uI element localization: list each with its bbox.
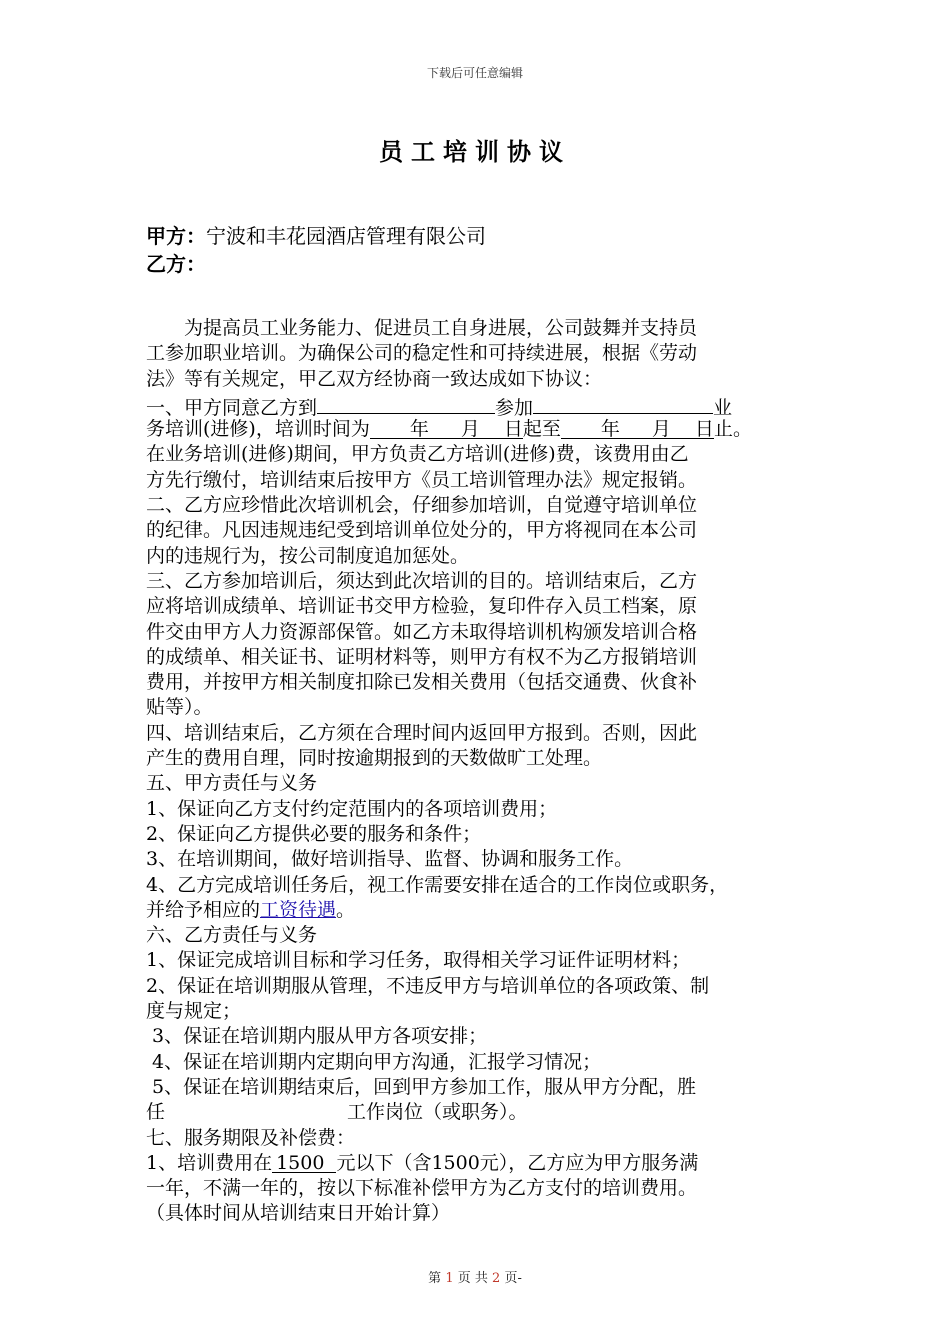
list-item: 4、乙方完成培训任务后，视工作需要安排在适合的工作岗位或职务， [146,873,729,896]
paragraph-line: 贴等）。 [146,696,213,719]
agreement-body [146,316,816,1227]
text-span: 一、甲方同意乙方到 [146,396,318,419]
footer-text: 第 [428,1271,442,1286]
training-location-blank[interactable] [317,392,495,414]
paragraph-line: 一年，不满一年的，按以下标准补偿甲方为乙方支付的培训费用。 [146,1177,698,1200]
clause-1-line [146,392,816,417]
party-a [146,220,486,249]
list-item: 5、保证在培训期结束后，回到甲方参加工作，服从甲方分配，胜 [146,1075,697,1098]
document-title: 员工培训协议 [379,137,571,166]
paragraph-line: （具体时间从培训结束日开始计算） [146,1202,451,1225]
list-item [146,1151,816,1176]
text-span: 起至 [522,418,561,441]
paragraph-line: 应将培训成绩单、培训证书交甲方检验，复印件存入员工档案，原 [146,595,698,618]
paragraph-line: 在业务培训(进修)期间，甲方负责乙方培训(进修)费，该费用由乙 [146,443,689,466]
paragraph-line: 内的违规行为，按公司制度追加惩处。 [146,544,470,567]
start-date-blank[interactable] [370,417,523,439]
text-span: 工作岗位（或职务）。 [347,1101,528,1124]
text-span: 务培训(进修)，培训时间为 [146,418,370,441]
paragraph-line: 的纪律。凡因违规违纪受到培训单位处分的，甲方将视同在本公司 [146,519,698,542]
paragraph-line: 四、培训结束后，乙方须在合理时间内返回甲方报到。否则，因此 [146,721,698,744]
list-item-continuation [146,1100,816,1125]
text-span: 1、培训费用在 [146,1151,273,1174]
training-period-line [146,417,816,442]
paragraph-line: 件交由甲方人力资源部保管。如乙方未取得培训机构颁发培训合格 [146,620,698,643]
section-heading: 六、乙方责任与义务 [146,924,318,947]
list-item: 3、保证在培训期内服从甲方各项安排； [146,1025,488,1048]
total-page-number: 2 [492,1271,501,1286]
paragraph-line: 法》等有关规定，甲乙双方经协商一致达成如下协议： [146,367,603,390]
salary-link[interactable]: 工资待遇 [260,898,337,921]
text-span: 参加 [495,396,534,419]
page-header: 下载后可任意编辑 [426,66,523,80]
party-b-label: 乙方： [146,252,206,276]
section-heading: 五、甲方责任与义务 [146,772,318,795]
text-span: 并给予相应的 [146,898,261,921]
text-span: 业 [713,396,733,419]
footer-text: 页 共 [457,1271,488,1286]
list-item: 3、在培训期间，做好培训指导、监督、协调和服务工作。 [146,848,634,871]
date-unit: 年 [600,418,620,441]
training-program-blank[interactable] [533,392,713,414]
list-item: 2、保证向乙方提供必要的服务和条件； [146,822,482,845]
section-heading: 七、服务期限及补偿费： [146,1126,356,1149]
paragraph-line: 二、乙方应珍惜此次培训机会，仔细参加培训，自觉遵守培训单位 [146,494,698,517]
paragraph-line: 产生的费用自理，同时按逾期报到的天数做旷工处理。 [146,747,603,770]
date-unit: 月 [651,418,671,441]
current-page-number: 1 [445,1271,454,1286]
paragraph-line: 方先行缴付，培训结束后按甲方《员工培训管理办法》规定报销。 [146,468,698,491]
text-span: 。 [336,898,356,921]
text-span: 任 [146,1101,166,1124]
party-b [146,248,206,277]
party-a-label: 甲方： [146,224,206,248]
paragraph-line: 费用，并按甲方相关制度扣除已发相关费用（包括交通费、伙食补 [146,671,698,694]
date-unit: 日 [694,418,714,441]
paragraph-line: 为提高员工业务能力、促进员工自身进展，公司鼓舞并支持员 [184,317,698,339]
list-item: 4、保证在培训期内定期向甲方沟通，汇报学习情况； [146,1050,602,1073]
list-item-continuation: 度与规定； [146,1000,242,1023]
list-item-continuation [146,898,816,923]
end-date-blank[interactable] [561,417,714,439]
text-span: 止。 [713,418,752,441]
fee-amount-blank[interactable]: 1500 [272,1151,336,1173]
list-item: 1、保证向乙方支付约定范围内的各项培训费用； [146,797,558,820]
party-a-value: 宁波和丰花园酒店管理有限公司 [206,224,486,248]
footer-text: 页- [504,1271,522,1286]
list-item: 1、保证完成培训目标和学习任务，取得相关学习证件证明材料； [146,949,691,972]
paragraph-line: 的成绩单、相关证书、证明材料等，则甲方有权不为乙方报销培训 [146,645,698,668]
paragraph-line: 三、乙方参加培训后，须达到此次培训的目的。培训结束后，乙方 [146,569,698,592]
date-unit: 月 [460,418,480,441]
paragraph-line: 工参加职业培训。为确保公司的稳定性和可持续进展，根据《劳动 [146,342,698,365]
date-unit: 年 [409,418,429,441]
page-footer [0,1267,950,1286]
text-span: 元以下（含1500元），乙方应为甲方服务满 [336,1151,699,1174]
list-item: 2、保证在培训期服从管理，不违反甲方与培训单位的各项政策、制 [146,974,710,997]
date-unit: 日 [503,418,523,441]
